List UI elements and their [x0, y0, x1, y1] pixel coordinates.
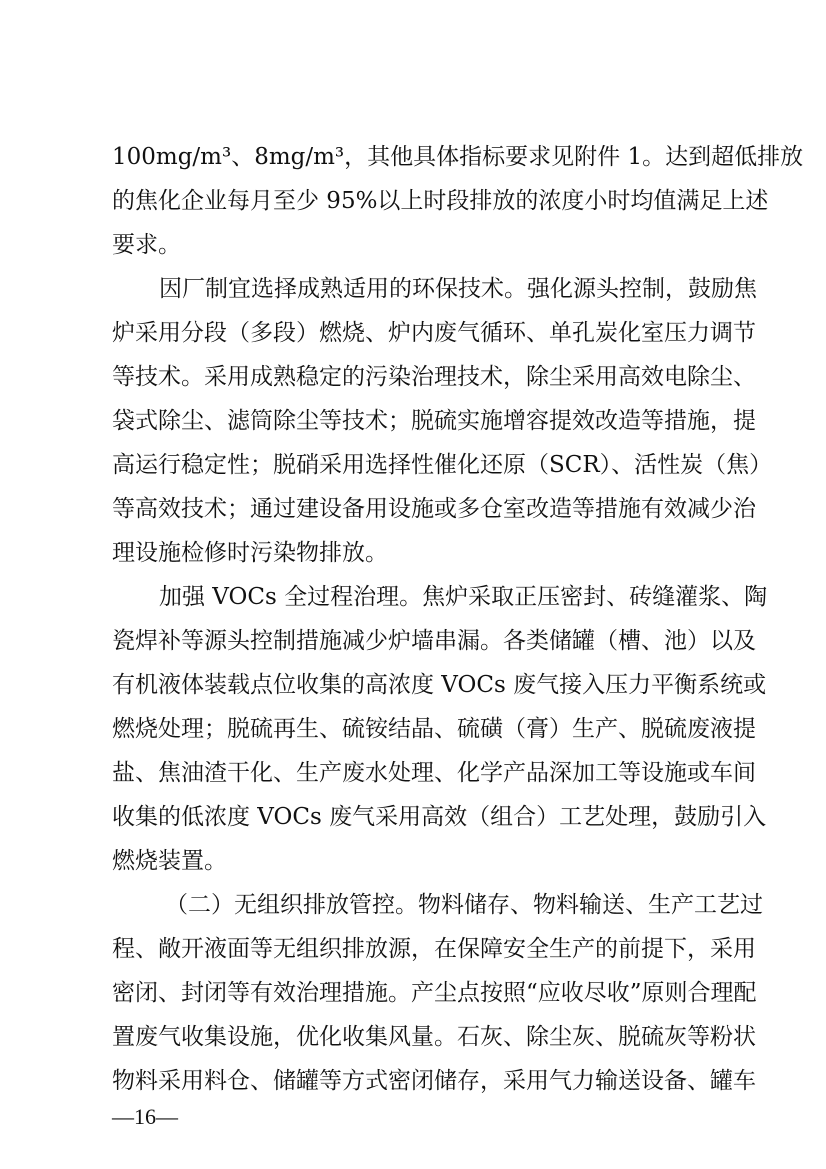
text-line-16: 收集的低浓度 VOCs 废气采用高效（组合）工艺处理，鼓励引入	[112, 804, 767, 830]
paragraph-vocs-first-line: 加强 VOCs 全过程治理。焦炉采取正压密封、砖缝灌浆、陶	[159, 584, 768, 610]
paragraph-tech-first-line: 因厂制宜选择成熟适用的环保技术。强化源头控制，鼓励焦	[159, 276, 757, 302]
text-line-6: 等技术。采用成熟稳定的污染治理技术，除尘采用高效电除尘、	[112, 364, 756, 390]
text-line-8: 高运行稳定性；脱硝采用选择性催化还原（SCR）、活性炭（焦）	[112, 452, 773, 478]
text-line-2: 的焦化企业每月至少 95%以上时段排放的浓度小时均值满足上述	[112, 188, 769, 214]
text-line-7: 袋式除尘、滤筒除尘等技术；脱硫实施增容提效改造等措施，提	[112, 408, 756, 434]
paragraph-fugitive-first-line: （二）无组织排放管控。物料储存、物料输送、生产工艺过	[165, 892, 763, 918]
text-line-13: 有机液体装载点位收集的高浓度 VOCs 废气接入压力平衡系统或	[112, 672, 767, 698]
text-line-21: 置废气收集设施，优化收集风量。石灰、除尘灰、脱硫灰等粉状	[112, 1024, 756, 1050]
page-number: —16—	[112, 1104, 178, 1129]
text-line-9: 等高效技术；通过建设备用设施或多仓室改造等措施有效减少治	[112, 496, 756, 522]
text-line-1: 100mg/m³、8mg/m³，其他具体指标要求见附件 1。达到超低排放	[112, 144, 804, 170]
text-line-5: 炉采用分段（多段）燃烧、炉内废气循环、单孔炭化室压力调节	[112, 320, 756, 346]
text-line-22: 物料采用料仓、储罐等方式密闭储存，采用气力输送设备、罐车	[112, 1068, 756, 1094]
text-line-17: 燃烧装置。	[112, 848, 227, 874]
text-line-15: 盐、焦油渣干化、生产废水处理、化学产品深加工等设施或车间	[112, 760, 756, 786]
text-line-19: 程、敞开液面等无组织排放源，在保障安全生产的前提下，采用	[112, 936, 756, 962]
text-line-20: 密闭、封闭等有效治理措施。产尘点按照“应收尽收”原则合理配	[112, 980, 757, 1006]
text-line-12: 瓷焊补等源头控制措施减少炉墙串漏。各类储罐（槽、池）以及	[112, 628, 756, 654]
text-line-14: 燃烧处理；脱硫再生、硫铵结晶、硫磺（膏）生产、脱硫废液提	[112, 716, 756, 742]
text-line-10: 理设施检修时污染物排放。	[112, 540, 388, 566]
text-line-3: 要求。	[112, 232, 181, 258]
